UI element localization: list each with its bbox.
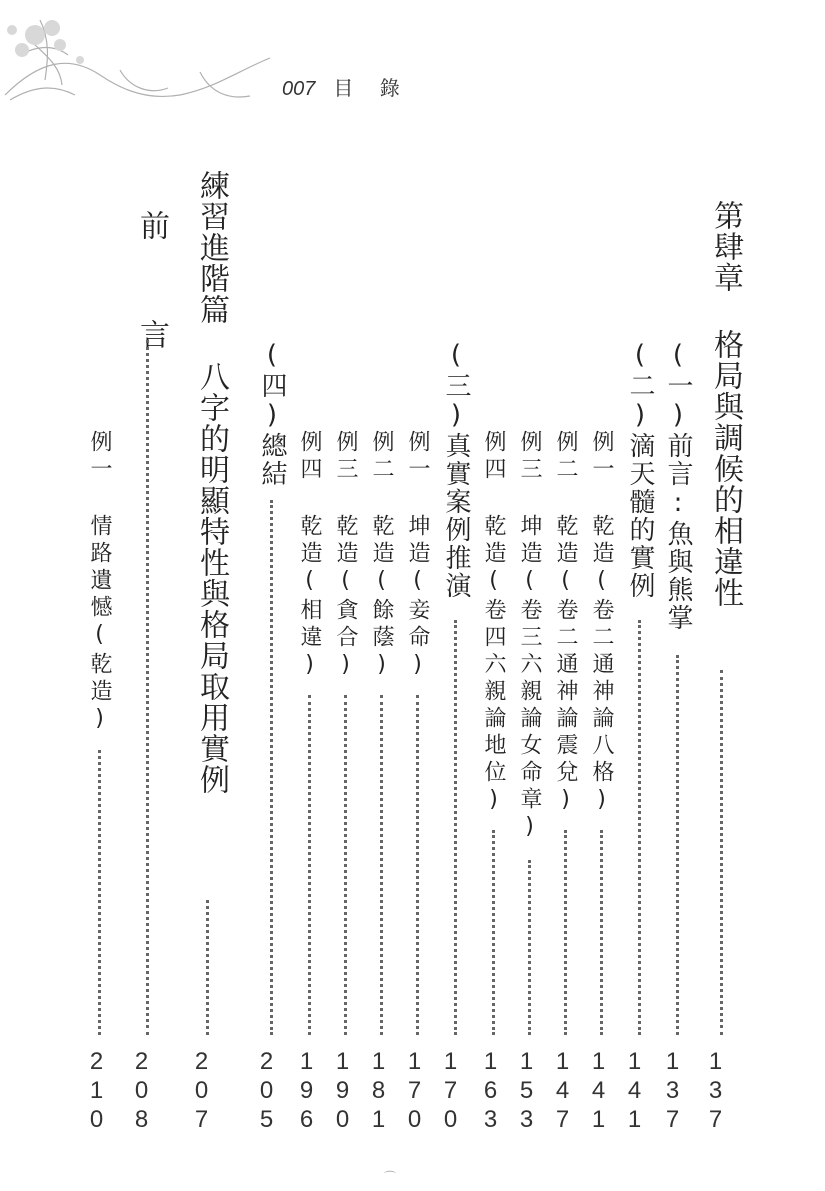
dot-leader — [146, 340, 149, 1035]
toc-entry-ch4-2-ex2[interactable] — [550, 200, 580, 1140]
toc-entry-part-advanced[interactable] — [188, 170, 229, 1140]
toc-entry-page: 170 — [437, 1048, 464, 1135]
toc-entry-page: 147 — [549, 1048, 576, 1135]
dot-leader — [416, 695, 419, 1035]
toc-entry-ch4-3-ex2[interactable] — [366, 200, 396, 1140]
toc-entry-preface[interactable] — [128, 200, 169, 1140]
toc-entry-page: 137 — [659, 1048, 686, 1135]
page-header — [282, 72, 410, 101]
toc-entry-page: 170 — [401, 1048, 428, 1135]
toc-entry-part-ex1[interactable] — [84, 200, 114, 1140]
toc-entry-page: 207 — [188, 1048, 215, 1135]
toc-entry-title: 例二 乾造(卷二通神論震兌) — [553, 430, 578, 817]
page-title: 目 錄 — [333, 76, 410, 100]
scan-mark: ⌒ — [384, 1170, 397, 1184]
dot-leader — [720, 670, 723, 1035]
toc-entry-title: 例四 乾造(相違) — [297, 430, 322, 682]
dot-leader — [98, 750, 101, 1035]
toc-entry-title: 例一 情路遺憾(乾造) — [87, 430, 112, 736]
toc-entry-ch4-3-ex1[interactable] — [402, 200, 432, 1140]
toc-entry-page: 141 — [621, 1048, 648, 1135]
dot-leader — [676, 655, 679, 1035]
toc-entry-title: 第肆章 格局與調候的相違性 — [708, 200, 743, 608]
toc-entry-page: 141 — [585, 1048, 612, 1135]
toc-entry-section-3[interactable] — [438, 200, 472, 1140]
toc-entry-ch4-2-ex4[interactable] — [478, 200, 508, 1140]
toc-entry-title: (二)滴天髓的實例 — [625, 340, 655, 600]
dot-leader — [308, 695, 311, 1035]
toc-entry-page: 137 — [702, 1048, 729, 1135]
dot-leader — [344, 695, 347, 1035]
toc-entry-title: 例二 乾造(餘蔭) — [369, 430, 394, 682]
toc-entry-title: (三)真實案例推演 — [441, 340, 471, 600]
toc-entry-title: 前 言 — [134, 210, 169, 371]
toc-entry-page: 205 — [253, 1048, 280, 1135]
dot-leader — [564, 830, 567, 1035]
toc-entry-section-4[interactable] — [254, 200, 288, 1140]
dot-leader — [492, 830, 495, 1035]
toc-entry-section-2[interactable] — [622, 200, 656, 1140]
toc-entry-title: 例三 坤造(卷三六親論女命章) — [517, 430, 542, 844]
toc-entry-title: (一)前言:魚與熊掌 — [663, 340, 693, 632]
toc-entry-title: 例四 乾造(卷四六親論地位) — [481, 430, 506, 817]
dot-leader — [454, 620, 457, 1035]
toc-entry-ch4-3-ex3[interactable] — [330, 200, 360, 1140]
dot-leader — [528, 860, 531, 1035]
toc-entry-page: 208 — [128, 1048, 155, 1135]
dot-leader — [600, 830, 603, 1035]
toc-entry-ch4-2-ex1[interactable] — [586, 200, 616, 1140]
toc-entry-page: 163 — [477, 1048, 504, 1135]
toc-entry-title: 例一 乾造(卷二通神論八格) — [589, 430, 614, 817]
dot-leader — [638, 620, 641, 1035]
toc-entry-title: (四)總結 — [257, 340, 287, 488]
toc-entry-page: 196 — [293, 1048, 320, 1135]
toc-entry-title: 例三 乾造(貪合) — [333, 430, 358, 682]
dot-leader — [380, 695, 383, 1035]
toc-entry-ch4-2-ex3[interactable] — [514, 200, 544, 1140]
toc-entry-page: 181 — [365, 1048, 392, 1135]
toc-entry-title: 練習進階篇 八字的明顯特性與格局取用實例 — [194, 170, 229, 795]
toc-entry-section-1[interactable] — [660, 200, 694, 1140]
toc-entry-page: 210 — [83, 1048, 110, 1135]
toc-entry-title: 例一 坤造(妾命) — [405, 430, 430, 682]
toc-entry-page: 190 — [329, 1048, 356, 1135]
dot-leader — [206, 900, 209, 1035]
toc-entry-chapter-4[interactable] — [702, 200, 743, 1140]
toc-entry-page: 153 — [513, 1048, 540, 1135]
dot-leader — [270, 500, 273, 1035]
page-number: 007 — [282, 78, 316, 100]
floral-ornament-decoration — [0, 0, 290, 130]
toc-entry-ch4-3-ex4[interactable] — [294, 200, 324, 1140]
